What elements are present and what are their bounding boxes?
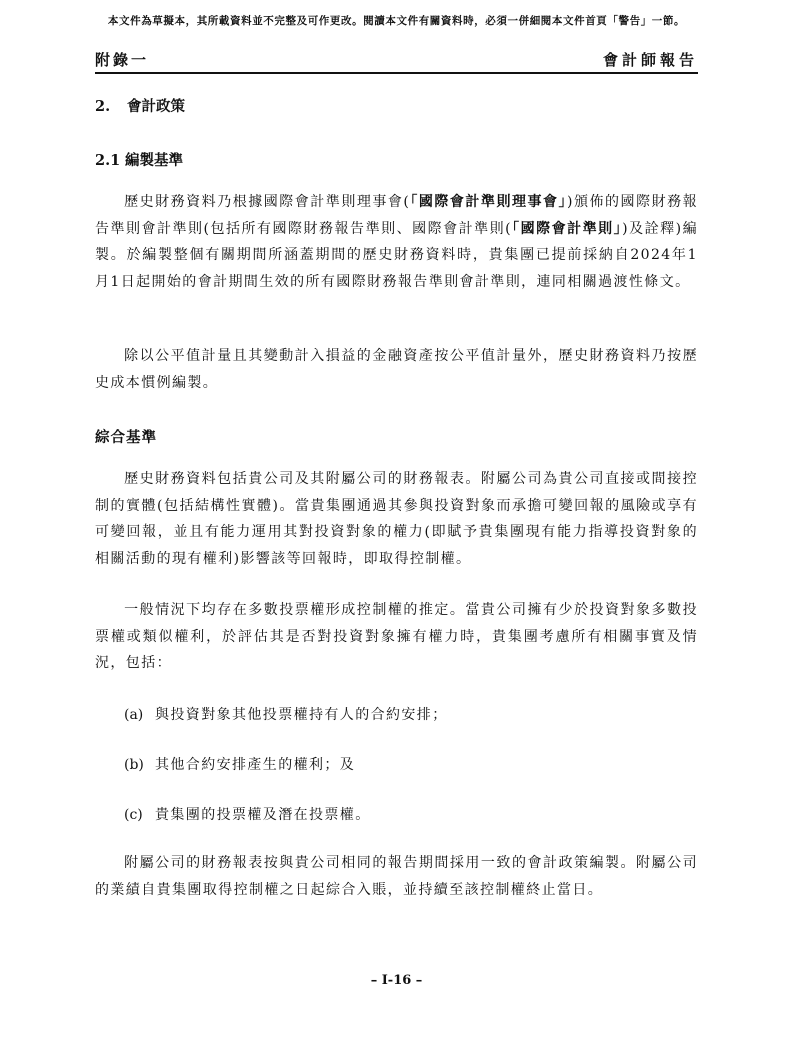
subsection-number: 2.1 xyxy=(95,152,121,169)
page-number: – I-16 – xyxy=(370,973,423,988)
section-heading xyxy=(95,95,185,116)
consolidation-paragraph-1: 歷史財務資料包括貴公司及其附屬公司的財務報表。附屬公司為貴公司直接或間接控制的實體(包括結構性實體)。當貴集團通過其參與投資對象而承擔可變回報的風險或享有可變回報，並且有能力運用其對投資對象的權力(即賦予貴集團現有能力指導投資對象的相關活動的現有權利)影響該等回報時，即取得控制權。 xyxy=(95,471,698,567)
header-rule xyxy=(95,72,698,74)
basis-paragraph-2: 除以公平值計量且其變動計入損益的金融資產按公平值計量外，歷史財務資料乃按歷史成本慣例編製。 xyxy=(95,348,698,391)
subsection-title: 編製基準 xyxy=(125,152,183,169)
list-item: (a) 與投資對象其他投票權持有人的合約安排； xyxy=(124,707,448,723)
subsection-heading xyxy=(95,149,183,170)
draft-disclaimer: 本文件為草擬本，其所載資料並不完整及可作更改。閱讀本文件有關資料時，必須一併細閱本文件首頁「警告」一節。 xyxy=(107,15,686,27)
consolidation-paragraph-2: 一般情況下均存在多數投票權形成控制權的推定。當貴公司擁有少於投資對象多數投票權或類似權利，於評估其是否對投資對象擁有權力時，貴集團考慮所有相關事實及情況，包括： xyxy=(95,602,698,671)
appendix-label: 附錄一 xyxy=(95,51,150,69)
list-item: (b) 其他合約安排產生的權利；及 xyxy=(124,757,356,773)
section-number: 2. xyxy=(95,98,111,115)
section-title: 會計政策 xyxy=(127,98,185,115)
list-item: (c) 貴集團的投票權及潛在投票權。 xyxy=(124,807,371,823)
report-title: 會計師報告 xyxy=(602,51,698,69)
consolidation-heading: 綜合基準 xyxy=(95,429,157,446)
basis-paragraph-1: 歷史財務資料乃根據國際會計準則理事會(「國際會計準則理事會」)頒佈的國際財務報告準則會計準則(包括所有國際財務報告準則、國際會計準則(「國際會計準則」)及詮釋)編製。於編製整個有關期間所涵蓋期間的歷史財務資料時，貴集團已提前採納自2024年1月1日起開始的會計期間生效的所有國際財務報告準則會計準則，連同相關過渡性條文。 xyxy=(95,194,699,290)
consolidation-paragraph-3: 附屬公司的財務報表按與貴公司相同的報告期間採用一致的會計政策編製。附屬公司的業績自貴集團取得控制權之日起綜合入賬，並持續至該控制權終止當日。 xyxy=(95,855,698,898)
